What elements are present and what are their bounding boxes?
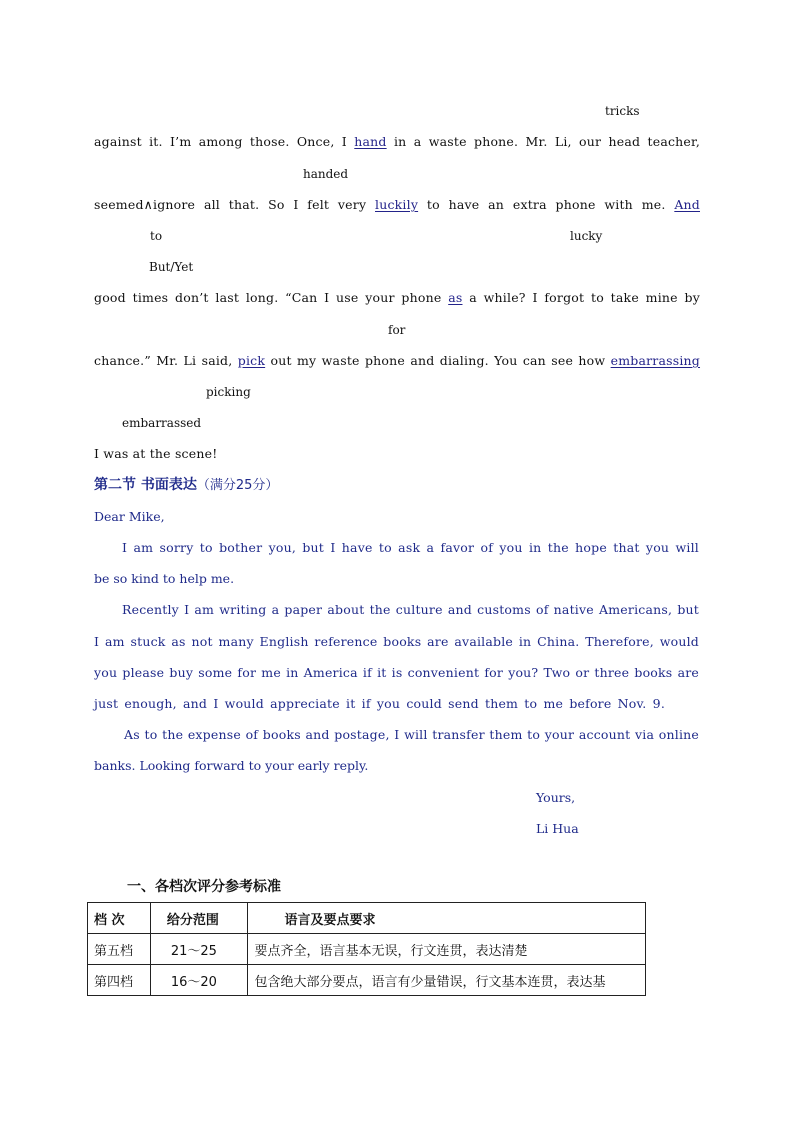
text: against it. I’m among those. Once, I	[94, 134, 355, 149]
table-cell: 21～25	[150, 934, 248, 965]
correction-picking: picking	[206, 385, 251, 399]
text: good times don’t last long. “Can I use your phone	[94, 290, 449, 305]
letter-salutation: Dear Mike,	[94, 509, 165, 524]
text: a while? I forgot to take mine by	[462, 290, 700, 305]
header-cell: 语言及要点要求	[248, 903, 646, 934]
proofread-line-3	[94, 288, 700, 308]
marked-error: embarrassing	[610, 353, 701, 368]
table-row	[88, 934, 646, 965]
correction-for: for	[388, 323, 406, 337]
proofread-line-1	[94, 132, 700, 152]
table-cell: 第四档	[88, 965, 151, 996]
letter-closing: Yours,	[536, 790, 576, 805]
correction-to: to	[150, 229, 163, 243]
section-heading	[94, 475, 278, 496]
letter-line: I am stuck as not many English reference books are available in China. Therefore, would	[94, 634, 699, 649]
proofread-line-4	[94, 351, 700, 371]
letter-line: As to the expense of books and postage, I will transfer them to your account via online	[124, 727, 699, 742]
text: in a waste phone. Mr. Li, our head teacher,	[386, 134, 701, 149]
text: out my waste phone and dialing. You can see how	[265, 353, 611, 368]
table-cell: 16～20	[150, 965, 248, 996]
table-header-row	[88, 903, 646, 934]
proofread-line-5: I was at the scene!	[94, 446, 218, 461]
text: chance.” Mr. Li said,	[94, 353, 238, 368]
correction-tricks: tricks	[605, 104, 640, 118]
marked-error: hand	[354, 134, 387, 149]
section-title: 第二节 书面表达	[94, 477, 197, 493]
text: seemed∧ignore all that. So I felt very	[94, 197, 375, 212]
letter-line: banks. Looking forward to your early reply.	[94, 758, 369, 773]
table-cell: 要点齐全，语言基本无误，行文连贯，表达清楚	[248, 934, 646, 965]
grading-title: 一、各档次评分参考标准	[127, 879, 281, 895]
table-cell: 第五档	[88, 934, 151, 965]
letter-line: Recently I am writing a paper about the culture and customs of native Americans, but	[122, 602, 699, 617]
marked-error: And	[674, 197, 700, 212]
correction-but-yet: But/Yet	[149, 260, 194, 274]
grading-table	[87, 902, 646, 996]
marked-error: luckily	[375, 197, 419, 212]
letter-line: I am sorry to bother you, but I have to ask a favor of you in the hope that you will	[122, 540, 699, 555]
marked-error: as	[448, 290, 463, 305]
correction-embarrassed: embarrassed	[122, 416, 202, 430]
score-note: （满分25分）	[196, 478, 279, 493]
table-cell: 包含绝大部分要点，语言有少量错误，行文基本连贯，表达基	[248, 965, 646, 996]
letter-signature: Li Hua	[536, 821, 579, 836]
correction-handed: handed	[303, 167, 349, 181]
letter-line: you please buy some for me in America if it is convenient for you? Two or three books are	[94, 665, 699, 680]
letter-line: be so kind to help me.	[94, 571, 235, 586]
correction-lucky: lucky	[570, 229, 603, 243]
letter-line: just enough, and I would appreciate it if you could send them to me before Nov. 9.	[94, 696, 665, 711]
text: to have an extra phone with me.	[418, 197, 675, 212]
marked-error: pick	[237, 353, 266, 368]
proofread-line-2	[94, 195, 700, 215]
header-cell: 档 次	[88, 903, 151, 934]
header-cell: 给分范围	[150, 903, 248, 934]
table-row	[88, 965, 646, 996]
